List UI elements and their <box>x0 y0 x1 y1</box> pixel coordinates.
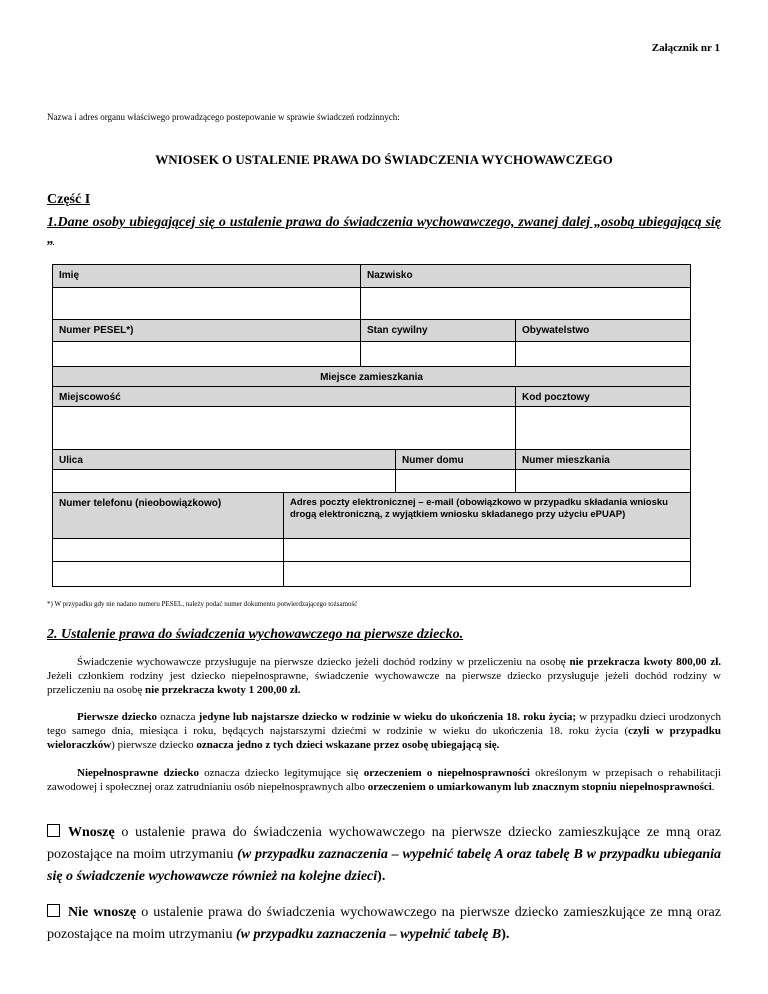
marital-status-header: Stan cywilny <box>361 320 516 342</box>
not-apply-checkbox[interactable] <box>47 904 60 917</box>
email-field[interactable] <box>284 539 690 562</box>
town-field[interactable] <box>53 407 516 450</box>
phone-field-extra[interactable] <box>53 562 284 586</box>
marital-status-field[interactable] <box>361 342 516 367</box>
flat-number-field[interactable] <box>516 470 690 493</box>
attachment-label: Załącznik nr 1 <box>651 42 720 54</box>
phone-field[interactable] <box>53 539 284 562</box>
first-name-field[interactable] <box>53 288 361 320</box>
pesel-field[interactable] <box>53 342 361 367</box>
option-apply: Wnoszę o ustalenie prawa do świadczenia wychowawczego na pierwsze dziecko zamieszkujące ze mną oraz pozostające na moim utrzymaniu (w przypadku zaznaczenia – wypełnić tabelę A oraz tabelę B w przypadku ubiegania się o świadczenie wychowawcze również na kolejne dzieci). <box>47 825 721 884</box>
part-heading: Część I <box>47 192 91 207</box>
last-name-header: Nazwisko <box>361 265 690 288</box>
organ-label: Nazwa i adres organu właściwego prowadzącego postepowanie w sprawie świadczeń rodzinnych: <box>47 112 400 122</box>
form-title: WNIOSEK O USTALENIE PRAWA DO ŚWIADCZENIA WYCHOWAWCZEGO <box>155 152 613 167</box>
house-number-header: Numer domu <box>396 450 516 470</box>
email-header: Adres poczty elektronicznej – e-mail (obowiązkowo w przypadku składania wniosku drogą elektroniczną, z wyjątkiem wniosku składanego przy użyciu ePUAP) <box>284 493 690 539</box>
citizenship-field[interactable] <box>516 342 690 367</box>
postal-code-field[interactable] <box>516 407 690 450</box>
phone-header: Numer telefonu (nieobowiązkowo) <box>53 493 284 539</box>
town-header: Miejscowość <box>53 387 516 407</box>
pesel-header: Numer PESEL*) <box>53 320 361 342</box>
residence-header: Miejsce zamieszkania <box>53 367 690 387</box>
first-child-paragraph: Pierwsze dziecko oznacza jedyne lub najstarsze dziecko w rodzinie w wieku do ukończenia 18. roku życia; w przypadku dzieci urodzonych tego samego dnia, miesiąca i roku, będących najstarszymi dziećmi w rodzinie w wieku do ukończenia 18. roku życia (czyli w przypadku wieloraczków) pierwsze dziecko oznacza jedno z tych dzieci wskazane przez osobę ubiegającą się. <box>47 711 722 751</box>
postal-code-header: Kod pocztowy <box>516 387 690 407</box>
citizenship-header: Obywatelstwo <box>516 320 690 342</box>
street-field[interactable] <box>53 470 396 493</box>
section-1-heading: 1.Dane osoby ubiegającej się o ustalenie prawa do świadczenia wychowawczego, zwanej dalej „osobą ubiegającą się „ <box>47 215 721 247</box>
email-field-extra[interactable] <box>284 562 690 586</box>
house-number-field[interactable] <box>396 470 516 493</box>
disabled-child-paragraph: Niepełnosprawne dziecko oznacza dziecko legitymujące się orzeczeniem o niepełnosprawności określonym w przepisach o rehabilitacji zawodowej i społecznej oraz zatrudnianiu osób niepełnosprawnych albo orzeczeniem o umiarkowanym lub znacznym stopniu niepełnosprawności. <box>47 767 721 793</box>
apply-checkbox[interactable] <box>47 824 60 837</box>
income-paragraph: Świadczenie wychowawcze przysługuje na pierwsze dziecko jeżeli dochód rodziny w przeliczeniu na osobę nie przekracza kwoty 800,00 zł. Jeżeli członkiem rodziny jest dziecko niepełnosprawne, świadczenie wychowawcze na pierwsze dziecko przysługuje jeżeli dochód rodziny w przeliczeniu na osobę nie przekracza kwoty 1 200,00 zł. <box>47 656 722 696</box>
option-not-apply: Nie wnoszę o ustalenie prawa do świadczenia wychowawczego na pierwsze dziecko zamieszkujące ze mną oraz pozostające na moim utrzymaniu (w przypadku zaznaczenia – wypełnić tabelę B). <box>47 905 721 942</box>
flat-number-header: Numer mieszkania <box>516 450 690 470</box>
pesel-footnote: *) W przypadku gdy nie nadano numeru PESEL, należy podać numer dokumentu potwierdzającego tożsamość <box>47 600 358 608</box>
first-name-header: Imię <box>53 265 361 288</box>
last-name-field[interactable] <box>361 288 690 320</box>
street-header: Ulica <box>53 450 396 470</box>
applicant-data-table <box>52 264 691 587</box>
section-2-heading: 2. Ustalenie prawa do świadczenia wychowawczego na pierwsze dziecko. <box>47 627 464 642</box>
